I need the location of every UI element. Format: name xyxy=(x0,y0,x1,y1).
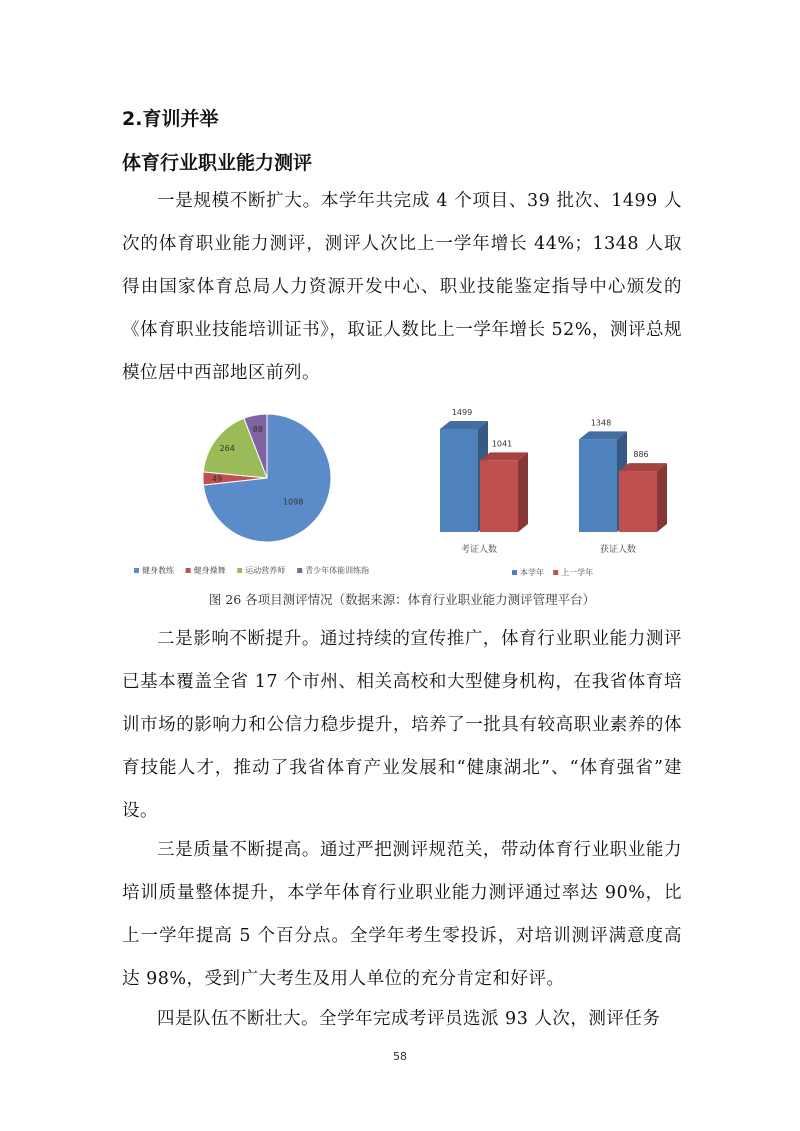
bar-side xyxy=(518,452,528,532)
bar-data-label: 1041 xyxy=(491,439,513,449)
bar-data-label: 886 xyxy=(633,450,649,460)
pie-data-label: 1098 xyxy=(283,497,304,507)
figure-charts xyxy=(122,400,682,620)
page-number: 58 xyxy=(393,1050,407,1063)
figure-26 xyxy=(122,400,682,620)
bar-category-label: 获证人数 xyxy=(599,545,637,555)
pie-data-label: 49 xyxy=(211,474,223,484)
bar xyxy=(440,429,478,532)
pie-legend-swatch xyxy=(134,568,139,573)
bar-data-label: 1348 xyxy=(590,418,612,428)
paragraph-influence: 二是影响不断提升。通过持续的宣传推广，体育行业职业能力测评已基本覆盖全省 17 个市州、相关高校和大型健身机构，在我省体育培训市场的影响力和公信力稳步提升，培养了一批具有较高职业素养的体育技能人才，推动了我省体育产业发展和“健康湖北”、“体育强省”建设。 xyxy=(122,629,682,821)
pie-legend-label: 青少年体能训练指 xyxy=(305,566,370,575)
bar-legend-swatch xyxy=(553,570,558,575)
pie-legend-label: 健身教练 xyxy=(142,566,174,575)
bar-legend-label: 上一学年 xyxy=(561,568,594,577)
bar xyxy=(579,439,617,532)
pie-legend-swatch xyxy=(186,568,191,573)
bar-legend-swatch xyxy=(512,570,517,575)
pie-legend-swatch xyxy=(297,568,302,573)
paragraph-scale: 一是规模不断扩大。本学年共完成 4 个项目、39 批次、1499 人次的体育职业能力测评，测评人次比上一学年增长 44%；1348 人取得由国家体育总局人力资源开发中心、职业技能鉴定指导中心颁发的《体育职业技能培训证书》，取证人数比上一学年增长 52%，测评总规模位居中西部地区前列。 xyxy=(122,191,682,383)
pie-legend-swatch xyxy=(237,568,242,573)
bar xyxy=(619,471,657,532)
pie-data-label: 264 xyxy=(219,443,235,453)
section-heading: 2.育训并举 xyxy=(122,108,219,130)
bar-data-label: 1499 xyxy=(451,407,473,417)
bar xyxy=(480,460,518,532)
pie-legend-label: 运动营养师 xyxy=(245,566,286,575)
paragraph-quality: 三是质量不断提高。通过严把测评规范关，带动体育行业职业能力培训质量整体提升，本学年体育行业职业能力测评通过率达 90%，比上一学年提高 5 个百分点。全学年考生零投诉，对培训测评满意度高达 98%，受到广大考生及用人单位的充分肯定和好评。 xyxy=(122,840,682,989)
paragraph-team: 四是队伍不断壮大。全学年完成考评员选派 93 人次，测评任务 xyxy=(157,1009,661,1029)
pie-data-label: 88 xyxy=(252,424,263,434)
figure-caption: 图 26 各项目测评情况（数据来源：体育行业职业能力测评管理平台） xyxy=(208,592,596,607)
subsection-heading: 体育行业职业能力测评 xyxy=(122,152,313,174)
pie-legend-label: 健身操舞 xyxy=(193,566,226,575)
bar-side xyxy=(657,463,667,532)
bar-category-label: 考证人数 xyxy=(460,545,498,555)
bar-legend-label: 本学年 xyxy=(520,568,544,577)
